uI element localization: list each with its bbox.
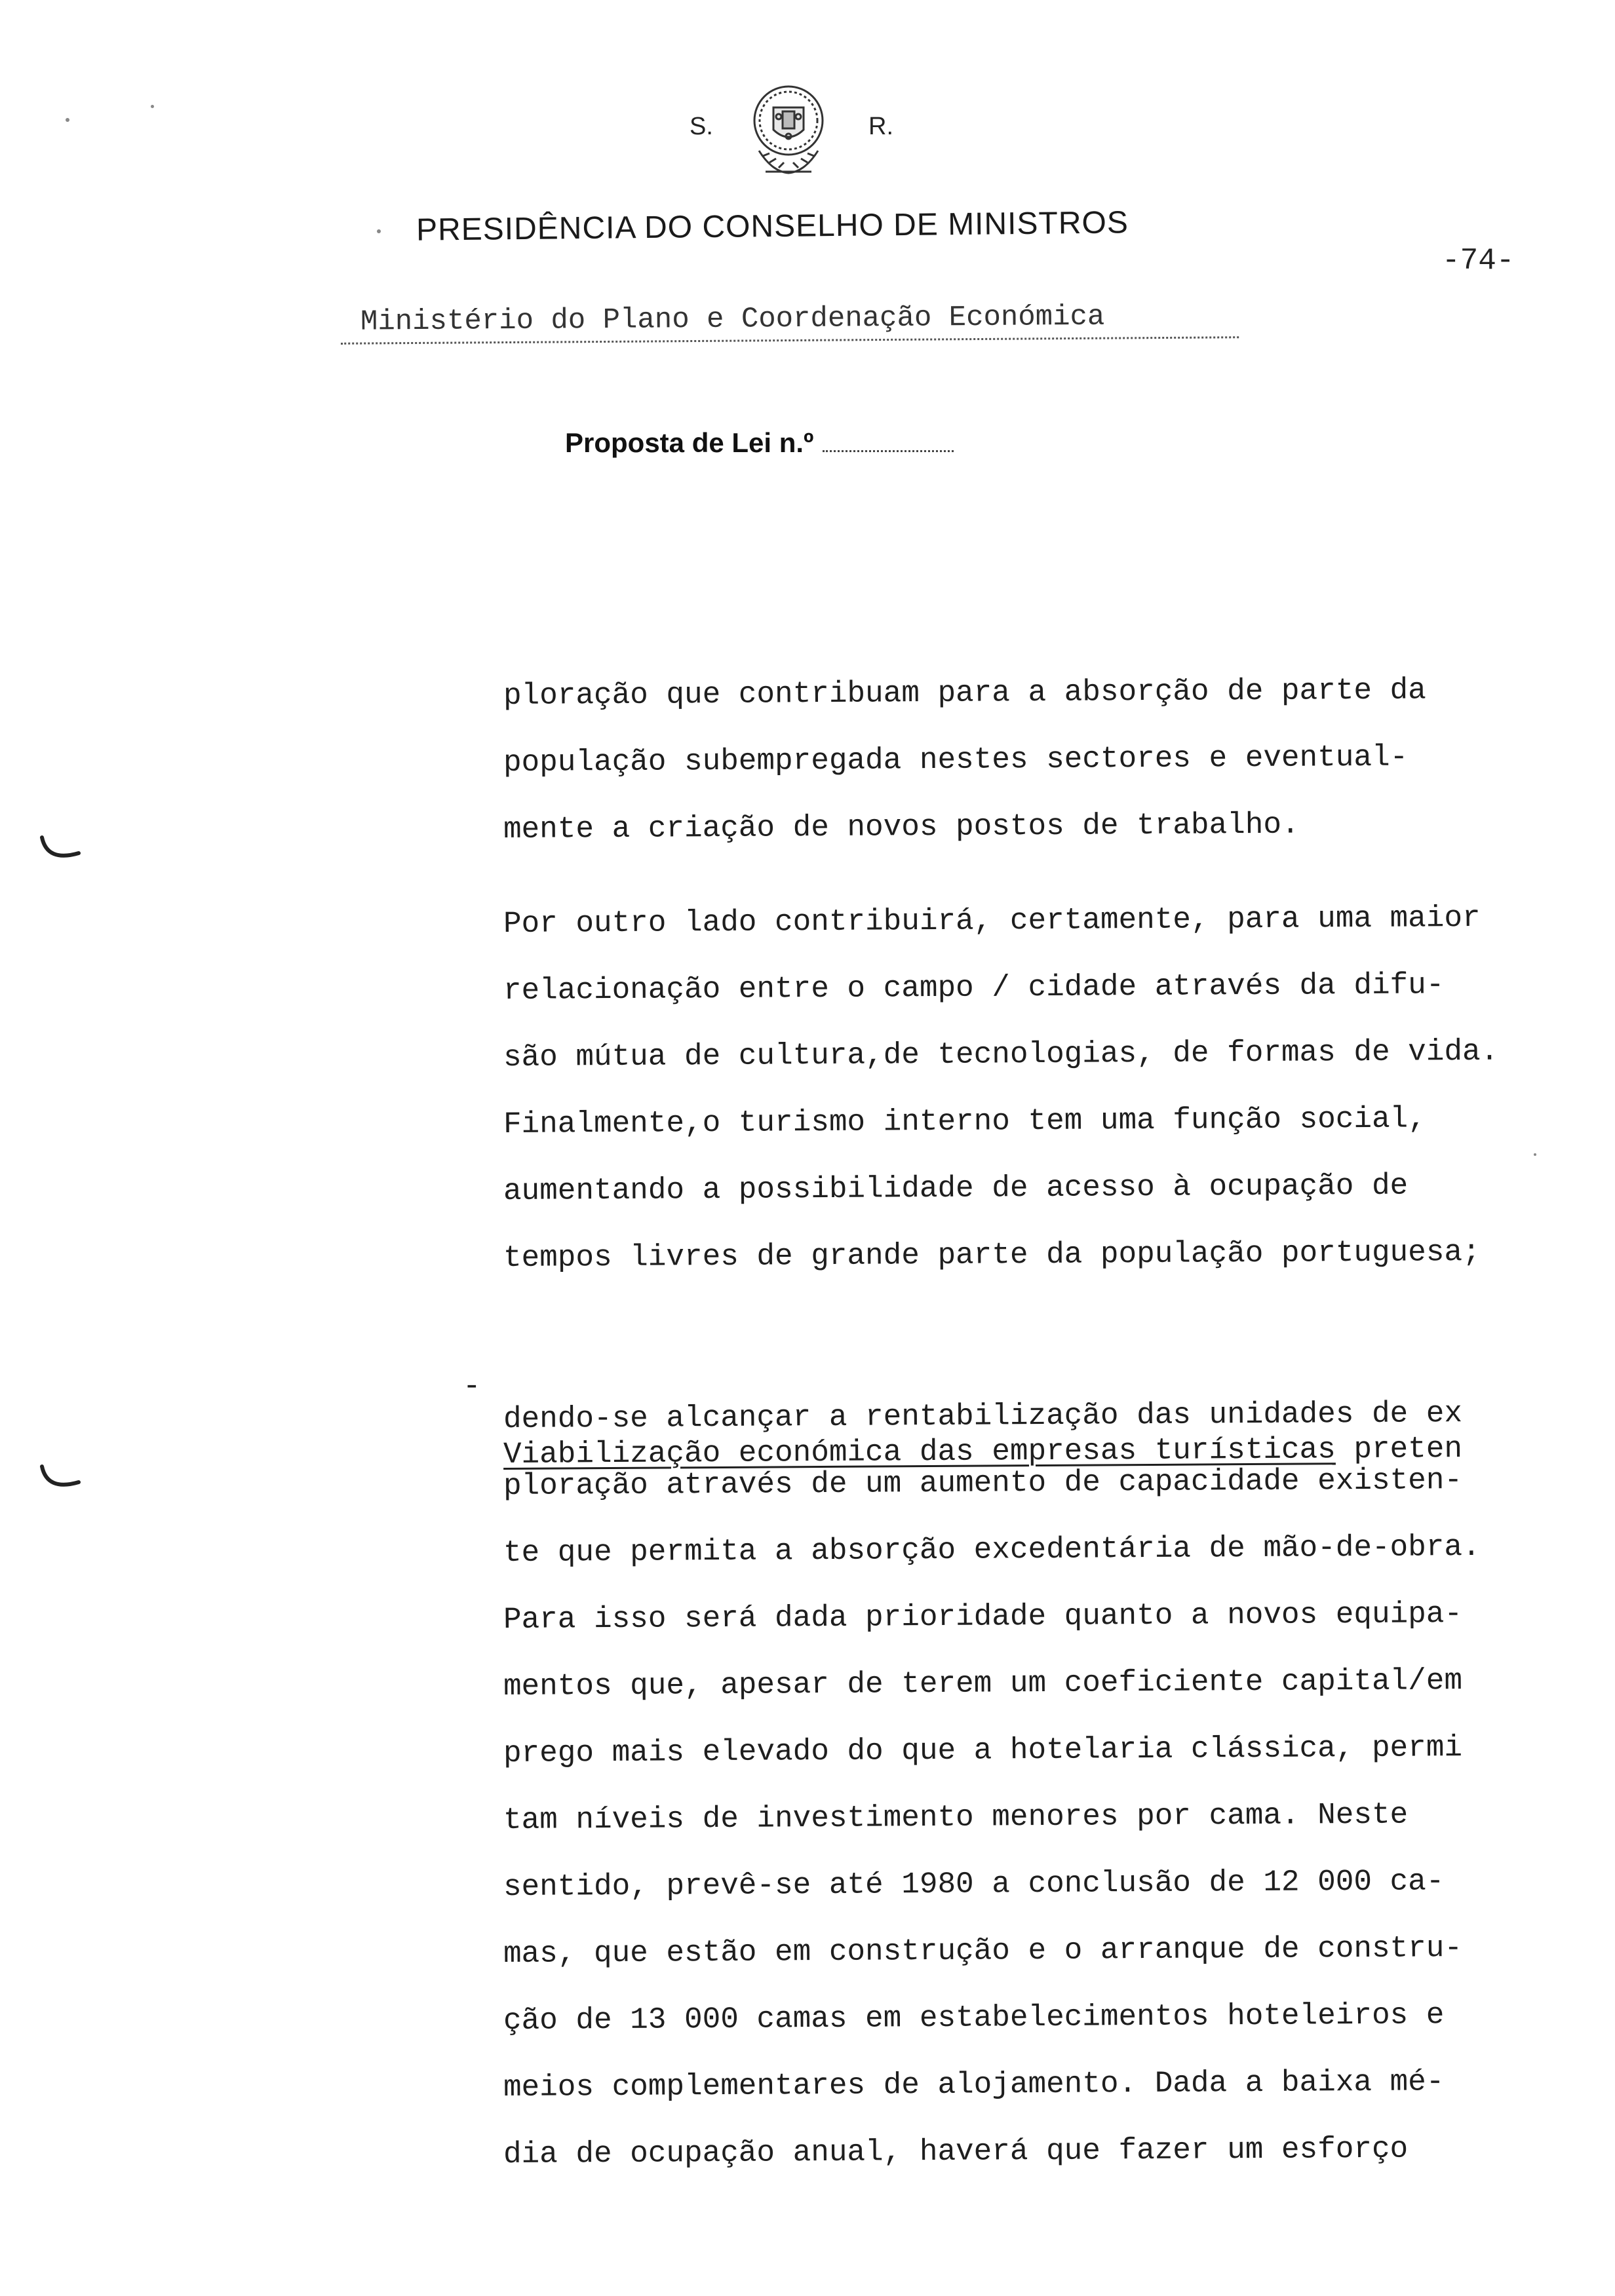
paper-speck — [151, 105, 154, 108]
text-line: mentos que, apesar de terem um coeficiente capital/em — [503, 1664, 1463, 1704]
presidencia-heading: PRESIDÊNCIA DO CONSELHO DE MINISTROS — [416, 205, 1129, 248]
text-line: mente a criação de novos postos de trabalho. — [503, 807, 1300, 847]
page-number: -74- — [1442, 244, 1515, 278]
text-line: população subempregada nestes sectores e eventual- — [503, 740, 1409, 780]
text-line: ção de 13 000 camas em estabelecimentos hoteleiros e — [503, 1998, 1445, 2038]
text-line: relacionação entre o campo / cidade através da difu- — [503, 968, 1445, 1008]
text-line: Finalmente,o turismo interno tem uma função social, — [503, 1101, 1426, 1141]
paper-speck — [377, 229, 381, 233]
text-line: ploração através de um aumento de capacidade existen- — [503, 1463, 1463, 1503]
ministerio-line — [341, 299, 1239, 345]
coat-of-arms-emblem — [739, 73, 838, 185]
header-r-letter: R. — [868, 113, 893, 140]
paper-speck — [66, 118, 69, 122]
text-line: te que permita a absorção excedentária de mão-de-obra. — [503, 1529, 1481, 1570]
proposta-label: Proposta de Lei n.º — [565, 427, 814, 458]
text-line: tam níveis de investimento menores por cama. Neste — [503, 1797, 1409, 1837]
header-s-letter: S. — [690, 113, 713, 140]
text-line: sentido, prevê-se até 1980 a conclusão de 12 000 ca- — [503, 1864, 1445, 1904]
document-body — [463, 673, 1605, 2204]
text-line: aumentando a possibilidade de acesso à ocupação de — [503, 1168, 1409, 1208]
text-line: Para isso será dada prioridade quanto a novos equipa- — [503, 1597, 1463, 1637]
text-line: prego mais elevado do que a hotelaria clássica, permi — [503, 1731, 1463, 1770]
text-line: tempos livres de grande parte da população portuguesa; — [503, 1234, 1481, 1275]
text-line: Por outro lado contribuirá, certamente, para uma maior — [503, 900, 1481, 941]
text-line: dia de ocupação anual, haverá que fazer um esforço — [503, 2132, 1409, 2172]
section-heading-underlined: Viabilização económica das empresas turísticas — [503, 1432, 1336, 1472]
text-line: dendo-se alcançar a rentabilização das unidades de ex — [503, 1396, 1463, 1436]
proposta-line — [565, 427, 954, 459]
binder-mark-icon — [38, 1460, 85, 1499]
ministerio-text: Ministério do Plano e Coordenação Económica — [360, 300, 1105, 339]
text-line: são mútua de cultura,de tecnologias, de formas de vida. — [503, 1034, 1499, 1075]
text-line: ploração que contribuam para a absorção de parte da — [503, 673, 1426, 713]
binder-mark-icon — [38, 831, 85, 870]
bullet-dash: - — [463, 1369, 481, 1404]
text-line-continuation: preten — [1335, 1432, 1463, 1467]
text-line: mas, que estão em construção e o arranque de constru- — [503, 1931, 1463, 1971]
text-line: meios complementares de alojamento. Dada a baixa mé- — [503, 2065, 1445, 2105]
proposta-number-blank — [823, 450, 954, 452]
